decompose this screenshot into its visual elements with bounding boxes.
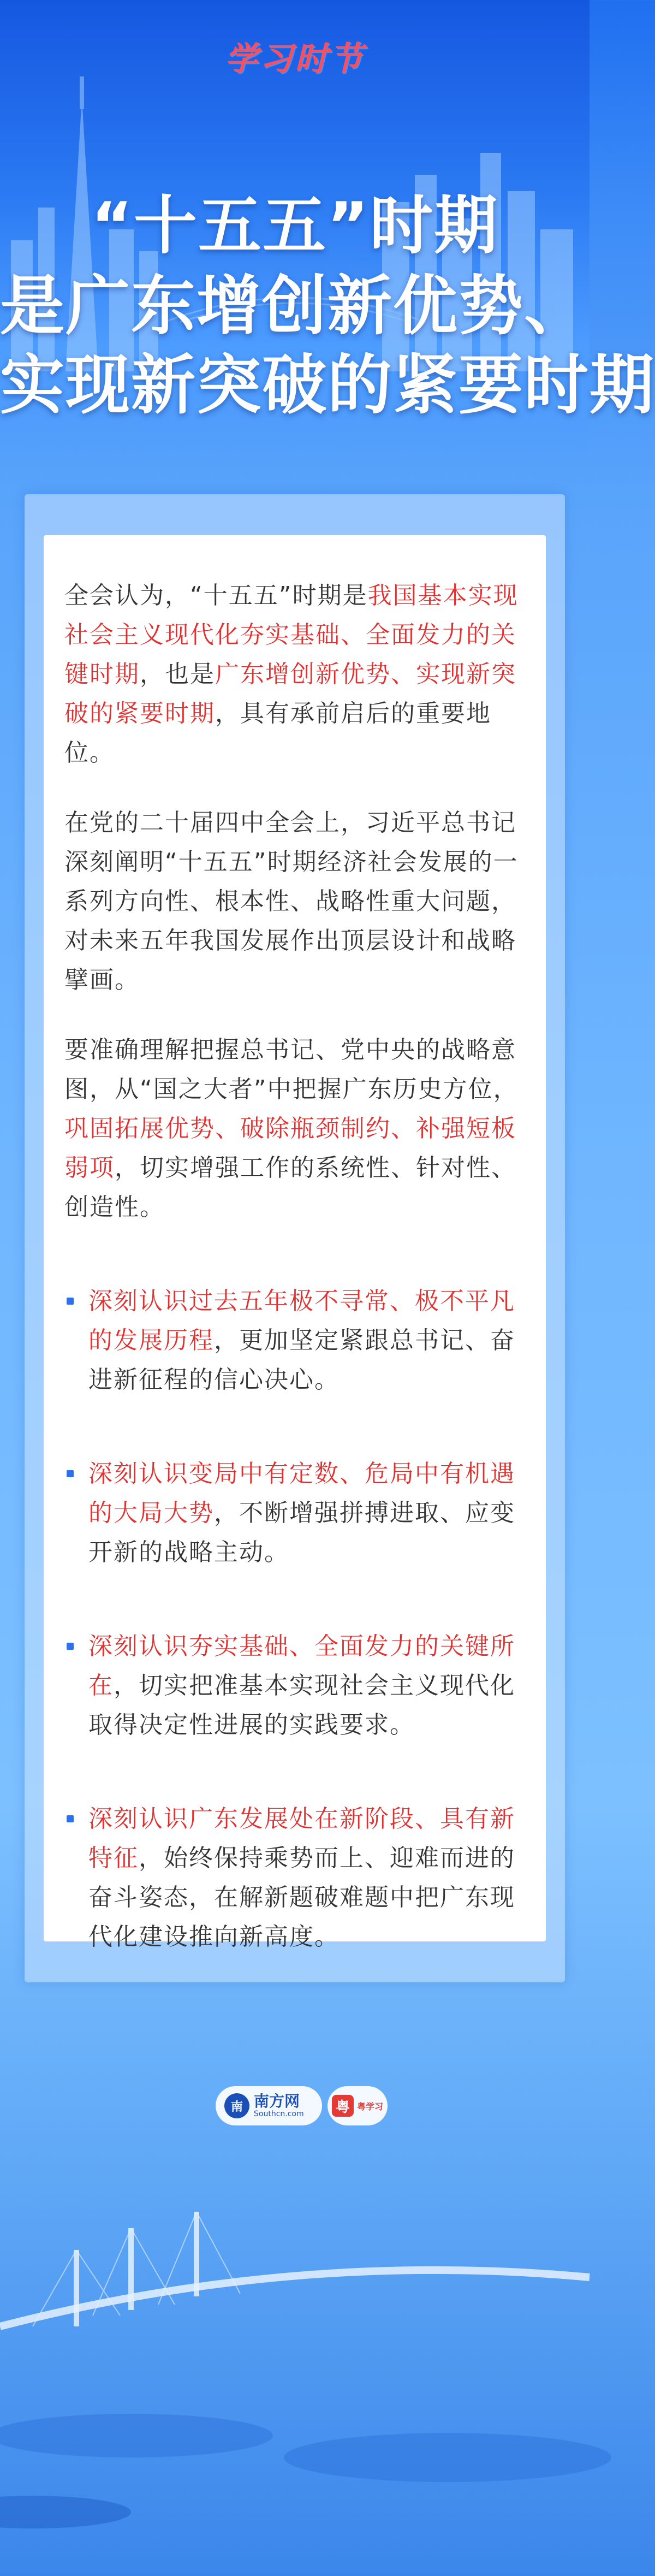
text-run: ，始终保持乘势而上、迎难而进的奋斗姿态，在解新题破难题中把广东现代化建设推向新高度。 bbox=[88, 1844, 515, 1951]
paragraph-2 bbox=[64, 803, 528, 1000]
highlight-run: 巩固拓展优势、破除瓶颈制约、补强短板弱项 bbox=[64, 1115, 516, 1182]
text-run: ，切实把准基本实现社会主义现代化取得决定性进展的实践要求。 bbox=[88, 1672, 515, 1739]
southcn-logo-icon: 南 bbox=[224, 2093, 249, 2118]
yuexuexi-logo-icon: 粤 bbox=[332, 2095, 354, 2117]
highlight-run: 广东增创新优势、实现新突破的紧要时期 bbox=[64, 660, 516, 727]
text-run: ，也是 bbox=[140, 660, 215, 688]
header-banner bbox=[0, 0, 655, 464]
bullet-item-2 bbox=[64, 1454, 528, 1572]
yuexuexi-logo bbox=[327, 2086, 388, 2125]
text-run: 要准确理解把握总书记、党中央的战略意图，从“国之大者”中把握广东历史方位， bbox=[64, 1036, 519, 1103]
article-content bbox=[64, 576, 528, 2011]
highlight-run: 深刻认识广东发展处在新阶段、具有新特征 bbox=[88, 1805, 515, 1872]
bullet-item-3 bbox=[64, 1627, 528, 1745]
text-run: ，具有承前启后的重要地位。 bbox=[64, 700, 491, 767]
title-line-3: 实现新突破的紧要时期 bbox=[0, 347, 655, 423]
highlight-run: 我国基本实现社会主义现代化夯实基础、全面发力的关键时期 bbox=[64, 582, 519, 688]
title-line-1: “十五五”时期 bbox=[91, 189, 499, 263]
brand-logo-text: 学习时节 bbox=[225, 40, 365, 78]
text-run: 在党的二十届四中全会上，习近平总书记深刻阐明“十五五”时期经济社会发展的一系列方向性、根本性、战略性重大问题，对未来五年我国发展作出顶层设计和战略擘画。 bbox=[64, 809, 519, 994]
paragraph-3 bbox=[64, 1031, 528, 1227]
southcn-logo-name: 南方网 bbox=[254, 2092, 300, 2110]
southcn-logo bbox=[216, 2086, 322, 2125]
bullet-item-4 bbox=[64, 1799, 528, 1957]
yuexuexi-logo-name: 粤学习 bbox=[356, 2101, 383, 2112]
highlight-run: 深刻认识过去五年极不寻常、极不平凡的发展历程 bbox=[88, 1287, 515, 1354]
text-run: ，更加坚定紧跟总书记、奋进新征程的信心决心。 bbox=[88, 1327, 515, 1394]
text-run: 全会认为，“十五五”时期是 bbox=[64, 582, 368, 609]
title-line-2: 是广东增创新优势、 bbox=[0, 268, 590, 344]
southcn-logo-sub: Southcn.com bbox=[254, 2110, 304, 2118]
text-run: ，不断增强拼搏进取、应变开新的战略主动。 bbox=[88, 1499, 515, 1566]
highlight-run: 深刻认识夯实基础、全面发力的关键所在 bbox=[88, 1632, 515, 1699]
bullet-item-1 bbox=[64, 1282, 528, 1400]
highlight-run: 深刻认识变局中有定数、危局中有机遇的大局大势 bbox=[88, 1460, 515, 1527]
paragraph-1 bbox=[64, 576, 528, 773]
text-run: ，切实增强工作的系统性、针对性、创造性。 bbox=[64, 1154, 516, 1221]
